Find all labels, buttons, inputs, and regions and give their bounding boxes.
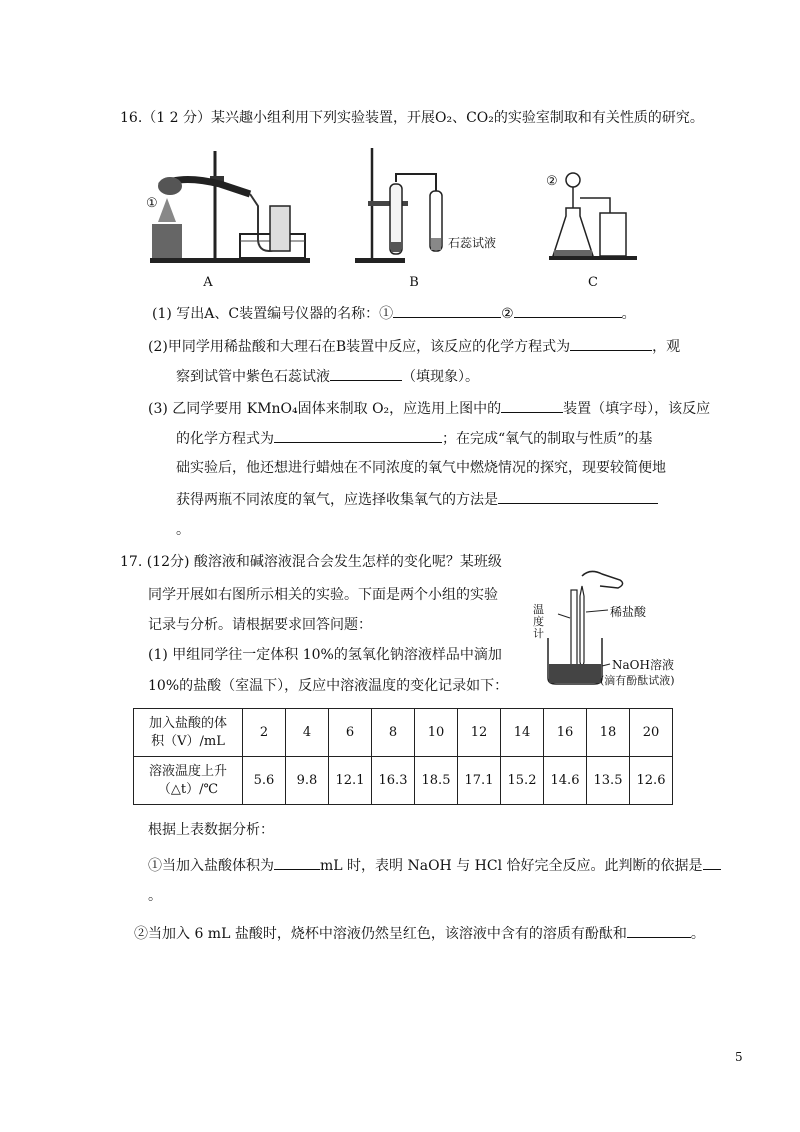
- temperature-cell: 9.8: [286, 757, 329, 805]
- q17-answer1-mid: mL 时，表明 NaOH 与 HCl 恰好完全反应。此判断的依据是: [320, 858, 703, 874]
- q16-part1-end: 。: [621, 306, 636, 322]
- naoh-label: NaOH溶液: [612, 658, 674, 672]
- temperature-table: [133, 708, 673, 805]
- q17-answer2: [134, 923, 705, 944]
- temperature-cell: 17.1: [458, 757, 501, 805]
- temperature-cell: 5.6: [243, 757, 286, 805]
- table-row: [134, 709, 673, 757]
- thermometer-label: [533, 604, 544, 640]
- marker-1: ①: [146, 196, 158, 211]
- q17-answer1-end: 。: [148, 888, 162, 904]
- answer-blank-9[interactable]: [703, 855, 721, 870]
- volume-cell: 6: [329, 709, 372, 757]
- marker-2: ②: [546, 174, 558, 189]
- q16-part3e: 。: [176, 522, 190, 538]
- answer-blank-7[interactable]: [498, 489, 658, 504]
- q16-part1-text: (1) 写出A、C装置编号仪器的名称：①: [152, 306, 394, 322]
- q16-part3a-text: (3) 乙同学要用 KMnO₄固体来制取 O₂，应选用上图中的: [148, 401, 502, 417]
- thermometer-char-3: 计: [533, 627, 544, 640]
- temperature-cell: 18.5: [415, 757, 458, 805]
- volume-cell: 20: [630, 709, 673, 757]
- volume-header-line2: 积（V）/mL: [151, 733, 225, 749]
- answer-blank-5[interactable]: [501, 398, 563, 413]
- apparatus-c-figure: [548, 168, 638, 268]
- temperature-cell: 14.6: [544, 757, 587, 805]
- temperature-header: [134, 757, 243, 805]
- q16-part3b: [176, 428, 652, 449]
- answer-blank-2[interactable]: [514, 303, 622, 318]
- q16-part3d: [176, 489, 658, 510]
- volume-cell: 2: [243, 709, 286, 757]
- q16-part2a-end: ，观: [652, 339, 681, 355]
- apparatus-a-figure: [140, 146, 325, 268]
- q16-part2a: [148, 336, 680, 357]
- volume-cell: 18: [587, 709, 630, 757]
- volume-cell: 16: [544, 709, 587, 757]
- answer-blank-4[interactable]: [330, 366, 402, 381]
- volume-cell: 10: [415, 709, 458, 757]
- q17-line3: 记录与分析。请根据要求回答问题：: [148, 617, 372, 633]
- answer-blank-10[interactable]: [627, 923, 691, 938]
- litmus-label: 石蕊试液: [448, 236, 497, 250]
- thermometer-char-1: 温: [533, 603, 544, 616]
- temperature-cell: 13.5: [587, 757, 630, 805]
- answer-blank-6[interactable]: [274, 428, 442, 443]
- naoh-note: (滴有酚酞试液): [600, 674, 675, 687]
- temperature-cell: 12.6: [630, 757, 673, 805]
- q17-line4: (1) 甲组同学往一定体积 10%的氢氧化钠溶液样品中滴加: [148, 647, 502, 663]
- volume-header: [134, 709, 243, 757]
- q16-part2b: [176, 366, 479, 387]
- temperature-header-line2: （△t）/℃: [157, 781, 219, 797]
- q16-part3a-end: 装置（填字母），该反应: [563, 401, 711, 417]
- q16-stem: 16.（1 2 分）某兴趣小组利用下列实验装置，开展O₂、CO₂的实验室制取和有关性质的研究。: [120, 110, 704, 126]
- volume-cell: 14: [501, 709, 544, 757]
- q17-answer1: [148, 855, 721, 876]
- volume-cell: 12: [458, 709, 501, 757]
- q17-line5: 10%的盐酸（室温下），反应中溶液温度的变化记录如下：: [148, 678, 509, 694]
- figure-label-a: A: [203, 275, 213, 290]
- answer-blank-1[interactable]: [393, 303, 501, 318]
- q17-answer2-text: ②当加入 6 mL 盐酸时，烧杯中溶液仍然呈红色，该溶液中含有的溶质有酚酞和: [134, 926, 627, 942]
- answer-blank-8[interactable]: [274, 855, 320, 870]
- volume-cell: 8: [372, 709, 415, 757]
- apparatus-b-figure: [350, 146, 450, 268]
- temperature-cell: 16.3: [372, 757, 415, 805]
- q17-answer2-end: 。: [690, 926, 705, 942]
- q16-part2b-text: 察到试管中紫色石蕊试液: [176, 369, 330, 385]
- q16-part3c: 础实验后，他还想进行蜡烛在不同浓度的氧气中燃烧情况的探究，现要较简便地: [176, 460, 666, 476]
- acid-label: 稀盐酸: [610, 605, 647, 619]
- q16-part3a: [148, 398, 710, 419]
- volume-cell: 4: [286, 709, 329, 757]
- temperature-cell: 15.2: [501, 757, 544, 805]
- temperature-cell: 12.1: [329, 757, 372, 805]
- q16-part1-mid: ②: [501, 306, 514, 322]
- q16-part3b-text: 的化学方程式为: [176, 431, 274, 447]
- volume-header-line1: 加入盐酸的体: [148, 715, 227, 731]
- q16-part2a-text: (2)甲同学用稀盐酸和大理石在B装置中反应，该反应的化学方程式为: [148, 339, 571, 355]
- q16-part2b-end: （填现象）。: [402, 369, 479, 385]
- analysis-intro: 根据上表数据分析：: [148, 822, 274, 838]
- q16-part3d-text: 获得两瓶不同浓度的氧气，应选择收集氧气的方法是: [176, 492, 498, 508]
- q16-part3b-end: ；在完成“氧气的制取与性质”的基: [442, 431, 653, 447]
- q17-line2: 同学开展如右图所示相关的实验。下面是两个小组的实验: [148, 587, 498, 603]
- figure-label-b: B: [409, 275, 419, 290]
- q17-answer1-text: ①当加入盐酸体积为: [148, 858, 274, 874]
- q17-line1: 17. (12分) 酸溶液和碱溶液混合会发生怎样的变化呢？某班级: [120, 554, 502, 570]
- answer-blank-3[interactable]: [570, 336, 652, 351]
- q16-part1: [152, 303, 636, 324]
- table-row: [134, 757, 673, 805]
- thermometer-char-2: 度: [533, 615, 544, 628]
- figure-label-c: C: [588, 275, 598, 290]
- page-number: 5: [735, 1050, 743, 1064]
- temperature-header-line1: 溶液温度上升: [148, 763, 227, 779]
